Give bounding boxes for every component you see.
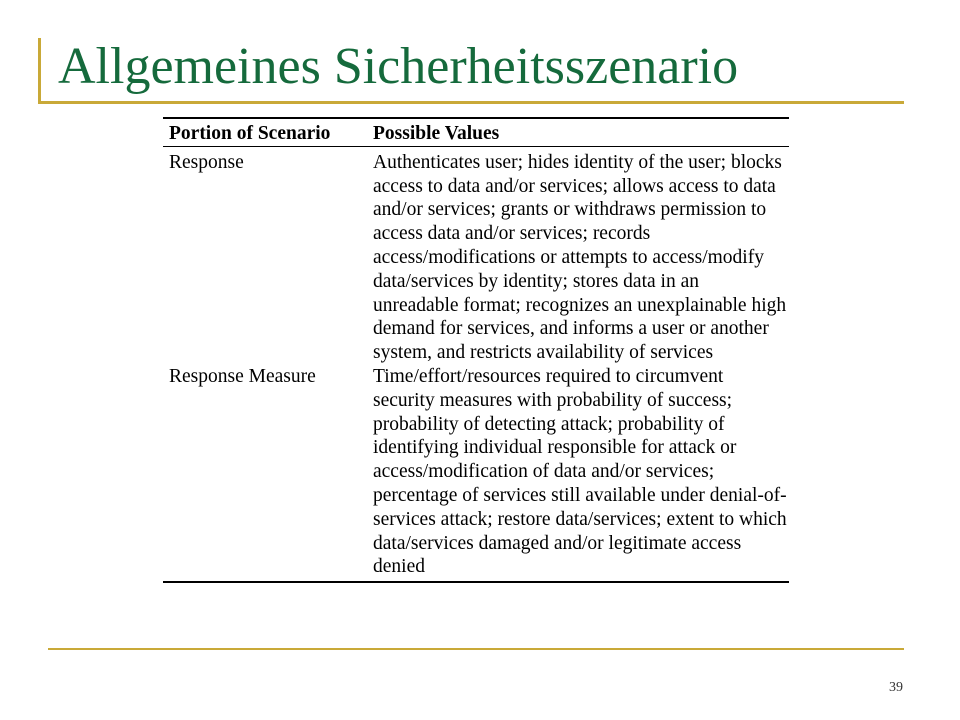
table-row	[163, 365, 789, 582]
table-header-row	[163, 118, 789, 146]
scenario-table-container	[163, 117, 789, 583]
footer-rule	[48, 648, 904, 650]
row-response-measure-portion: Response Measure	[169, 365, 316, 387]
header-portion-of-scenario: Portion of Scenario	[169, 123, 331, 144]
title-accent-horizontal-rule	[38, 101, 904, 104]
slide-title: Allgemeines Sicherheitsszenario	[58, 38, 739, 95]
header-possible-values: Possible Values	[373, 123, 500, 144]
table-row	[163, 146, 789, 365]
page-number: 39	[889, 680, 903, 695]
title-accent-vertical-bar	[38, 38, 41, 104]
scenario-table	[163, 117, 789, 583]
row-response-values: Authenticates user; hides identity of the user; blocks access to data and/or services; allows access to data and/or services; grants or withdraws permission to access data and/or services; records access/modifications or attempts to access/modify data/services by identity; stores data in an unreadable format; recognizes an unexplainable high demand for services, and informs a user or another system, and restricts availability of services	[373, 151, 787, 364]
row-response-portion: Response	[169, 151, 244, 173]
row-response-measure-values: Time/effort/resources required to circumvent security measures with probability of success; probability of detecting attack; probability of identifying individual responsible for attack or access/modification of data and/or services; percentage of services still available under denial-of-services attack; restore data/services; extent to which data/services damaged and/or legitimate access denied	[373, 365, 787, 578]
